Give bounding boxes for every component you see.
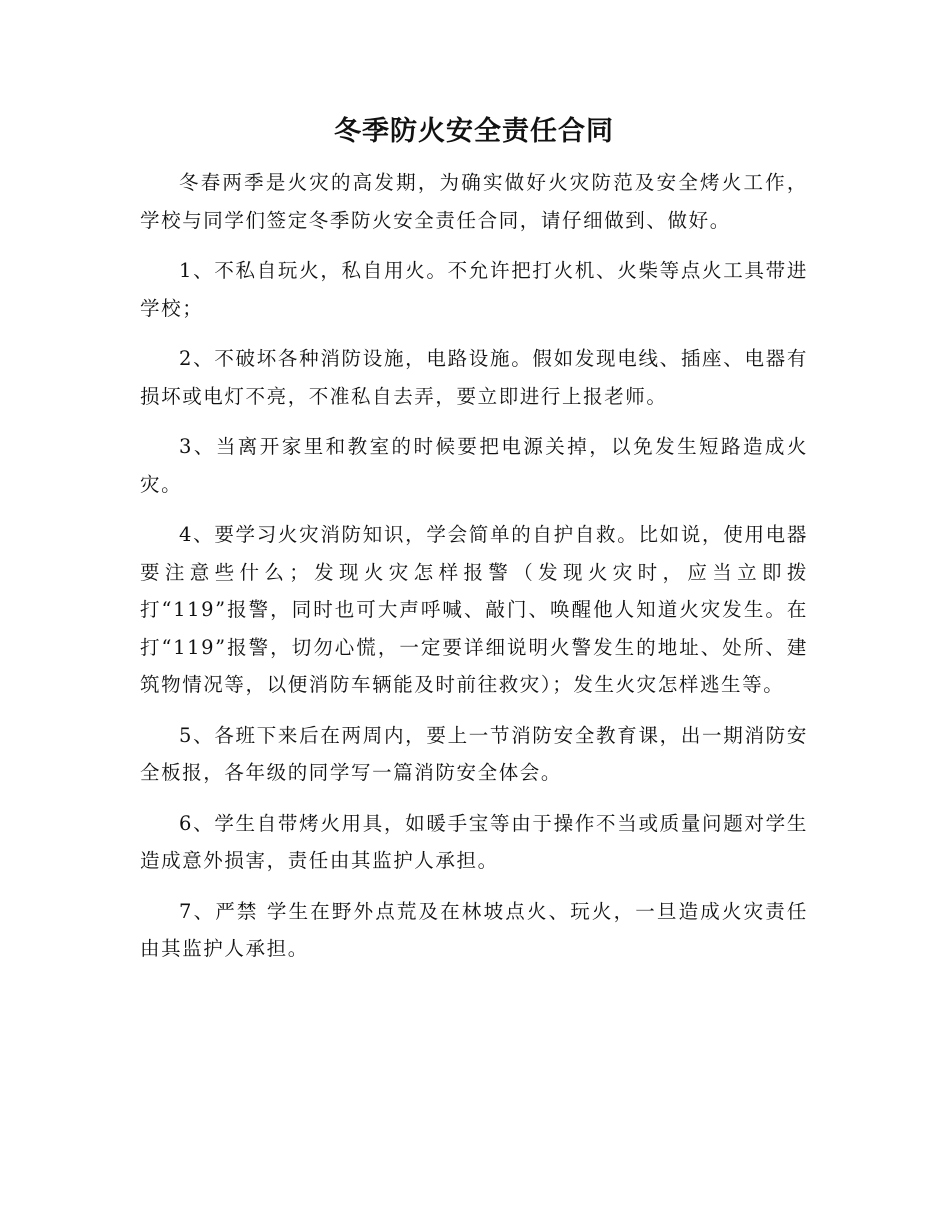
clause-2: 2、不破坏各种消防设施，电路设施。假如发现电线、插座、电器有损坏或电灯不亮，不准私自去弄，要立即进行上报老师。 (140, 347, 808, 408)
document-page (140, 112, 808, 981)
clause-4: 4、要学习火灾消防知识，学会简单的自护自救。比如说，使用电器要注意些什么；发现火灾怎样报警（发现火灾时，应当立即拨打“119”报警，同时也可大声呼喊、敲门、唤醒他人知道火灾发生。在打“119”报警，切勿心慌，一定要详细说明火警发生的地址、处所、建筑物情况等，以便消防车辆能及时前往救灾）；发生火灾怎样逃生等。 (140, 523, 808, 696)
document-title: 冬季防火安全责任合同 (334, 116, 614, 147)
clause-5: 5、各班下来后在两周内，要上一节消防安全教育课，出一期消防安全板报，各年级的同学写一篇消防安全体会。 (140, 723, 808, 784)
clause-3: 3、当离开家里和教室的时候要把电源关掉，以免发生短路造成火灾。 (140, 435, 808, 496)
clause-7: 7、严禁 学生在野外点荒及在林坡点火、玩火，一旦造成火灾责任由其监护人承担。 (140, 899, 808, 960)
clause-1: 1、不私自玩火，私自用火。不允许把打火机、火柴等点火工具带进学校； (140, 259, 808, 320)
clause-6: 6、学生自带烤火用具，如暖手宝等由于操作不当或质量问题对学生造成意外损害，责任由其监护人承担。 (140, 811, 808, 872)
intro-paragraph: 冬春两季是火灾的高发期，为确实做好火灾防范及安全烤火工作，学校与同学们签定冬季防火安全责任合同，请仔细做到、做好。 (140, 171, 808, 232)
